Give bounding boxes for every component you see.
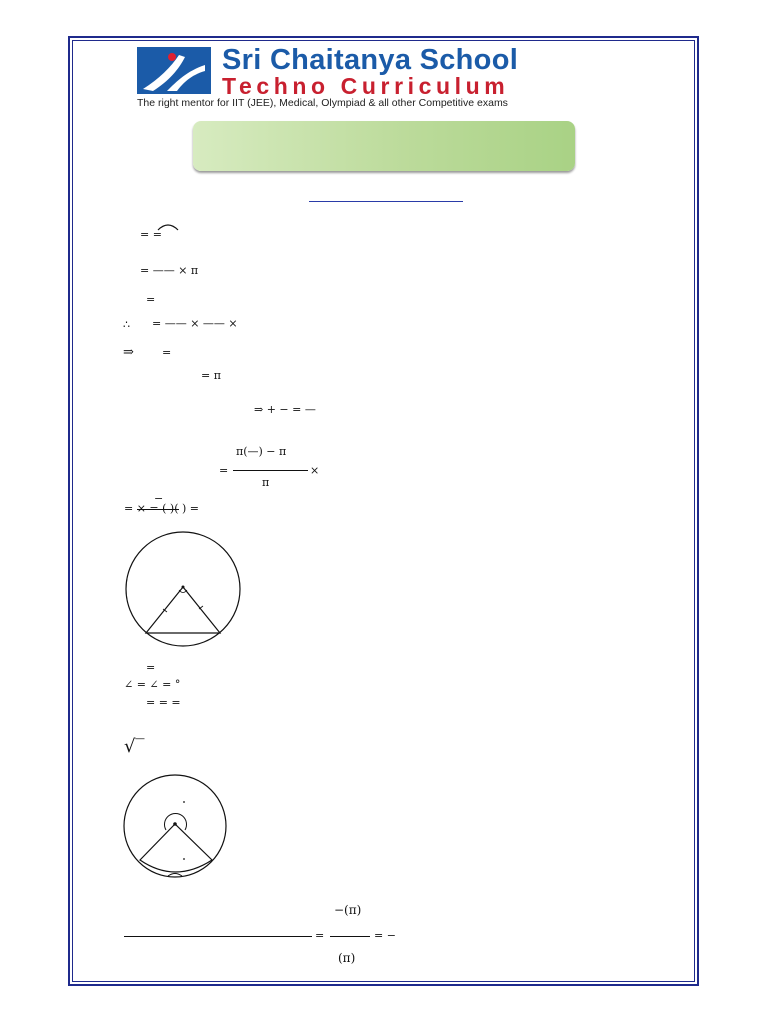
math-line-3: =: [146, 293, 156, 306]
math-line-9: = × = ( )( ) =: [124, 502, 200, 515]
title-banner: [193, 121, 575, 171]
math-line-5-implies: ⇒: [123, 345, 134, 360]
brand-subtitle: Techno Curriculum: [222, 73, 510, 99]
math-line-9-top: −: [154, 492, 164, 505]
math-line-8-numerator: π(—) − π: [236, 445, 287, 458]
math-line-8-times: ×: [310, 464, 320, 477]
arc-symbol-icon: [156, 222, 180, 232]
brand-name: Sri Chaitanya School: [222, 44, 519, 76]
math-line-12: = = =: [146, 696, 181, 709]
math-line-10: =: [146, 661, 156, 674]
math-line-8-equals: =: [219, 464, 229, 477]
math-line-6: = π: [201, 369, 221, 382]
math-line-8-denominator: π: [262, 476, 270, 489]
fraction-bar: [137, 509, 179, 510]
math-line-4: = —— × —— ×: [152, 317, 238, 330]
math-line-1: = =: [140, 228, 162, 241]
math-line-5: =: [162, 346, 172, 359]
math-line-13-sqrt: √‾: [124, 736, 145, 757]
math-line-11: ∠ = ∠ = °: [124, 678, 181, 691]
math-line-14-equals: =: [315, 929, 325, 942]
circle-triangle-diagram: [123, 529, 243, 649]
fraction-bar: [330, 936, 370, 937]
brand-tagline: The right mentor for IIT (JEE), Medical, Olympiad & all other Competitive exams: [137, 97, 508, 109]
math-line-14-numerator: −(π): [334, 903, 362, 917]
logo-swoosh-icon: [139, 49, 209, 92]
math-line-4-therefore: ∴: [123, 318, 130, 331]
school-logo: [137, 47, 211, 94]
circle-sector-diagram: [122, 772, 232, 882]
math-line-14-tail: = −: [374, 929, 396, 942]
math-line-14-denominator: (π): [338, 951, 356, 965]
math-line-2: = —— × π: [140, 264, 199, 277]
long-fraction-bar: [124, 936, 312, 937]
math-line-7: ⇒ + − = —: [254, 403, 316, 416]
underline-link[interactable]: [309, 201, 463, 202]
fraction-bar: [233, 470, 308, 471]
